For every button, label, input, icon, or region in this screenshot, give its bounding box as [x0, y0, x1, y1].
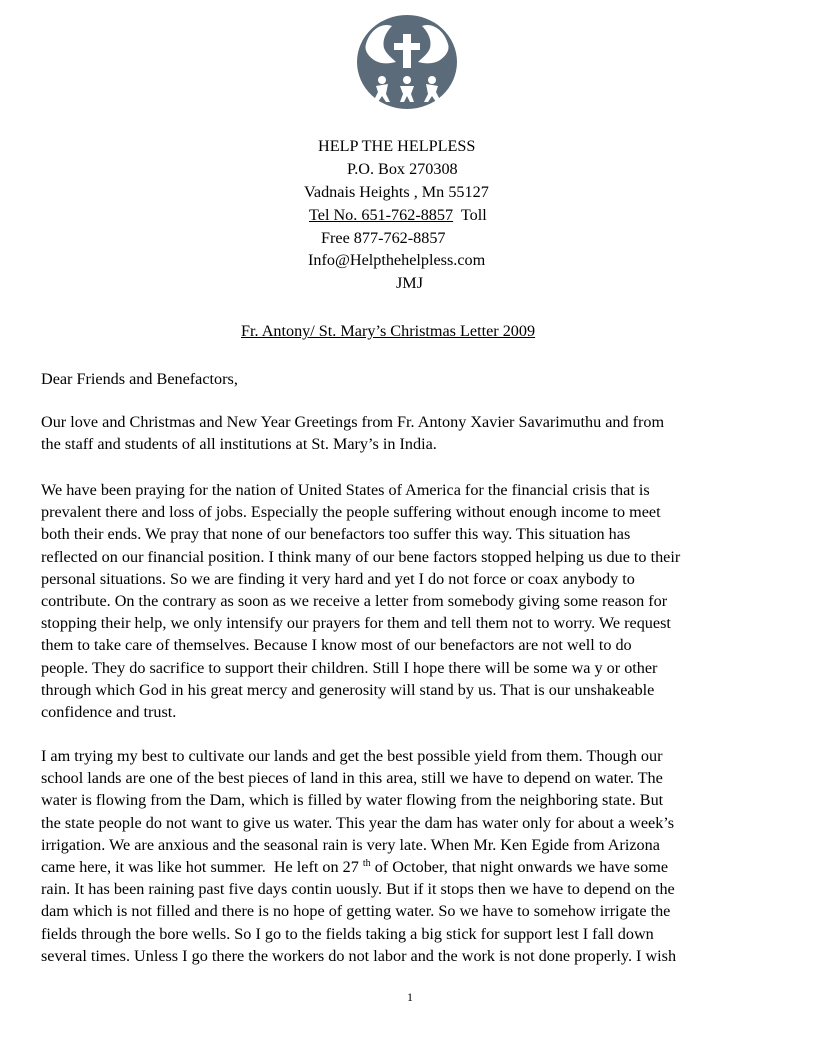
paragraph-line: Our love and Christmas and New Year Greetings from Fr. Antony Xavier Savarimuthu and from [41, 413, 665, 431]
telephone-line [309, 204, 487, 227]
paragraph-line: irrigation. We are anxious and the seasonal rain is very late. When Mr. Ken Egide from Arizona [41, 835, 660, 854]
paragraph-line: confidence and trust. [41, 703, 177, 722]
email-address: Info@Helpthehelpless.com [308, 251, 486, 269]
paragraph-line: water is flowing from the Dam, which is filled by water flowing from the neighboring state. But [41, 791, 664, 810]
paragraph-line: reflected on our financial position. I think many of our bene factors stopped helping us due to their [41, 547, 681, 566]
paragraph-line: school lands are one of the best pieces of land in this area, still we have to depend on water. The [41, 769, 663, 788]
paragraph-line: the staff and students of all institutions at St. Mary’s in India. [41, 435, 437, 454]
paragraph-line [41, 856, 676, 878]
organization-logo [356, 14, 458, 110]
telephone-number: Tel No. 651-762-8857 [309, 206, 454, 224]
paragraph-line: We have been praying for the nation of United States of America for the financial crisis that is [41, 481, 650, 499]
date-text-post: of October, that night onwards we have some [370, 858, 669, 877]
paragraph-line: through which God in his great mercy and generosity will stand by us. That is our unshakeable [41, 680, 655, 699]
page-number: 1 [407, 990, 413, 1004]
paragraph-line: the state people do not want to give us water. This year the dam has water only for about a week’s [41, 813, 675, 832]
jmj-mark: JMJ [396, 274, 423, 292]
toll-label: Toll [453, 206, 487, 224]
paragraph-line: stopping their help, we only intensify our prayers for them and tell them not to worry. We request [41, 614, 671, 633]
org-name: HELP THE HELPLESS [318, 137, 476, 155]
paragraph-line: them to take care of themselves. Because I know most of our benefactors are not well to do [41, 636, 632, 655]
paragraph-line: prevalent there and loss of jobs. Especially the people suffering without enough income to meet [41, 503, 661, 522]
date-text-pre: came here, it was like hot summer. He left on 27 [41, 858, 363, 877]
paragraph-line: people. They do sacrifice to support their children. Still I hope there will be some wa y or other [41, 658, 658, 677]
salutation: Dear Friends and Benefactors, [41, 370, 238, 388]
cross-icon [403, 34, 411, 68]
paragraph-lands-water [41, 745, 676, 967]
letter-title: Fr. Antony/ St. Mary’s Christmas Letter 2009 [241, 322, 536, 340]
city-address: Vadnais Heights , Mn 55127 [304, 183, 489, 201]
po-box: P.O. Box 270308 [347, 160, 458, 178]
paragraph-line: I am trying my best to cultivate our lands and get the best possible yield from them. Though our [41, 747, 663, 765]
ordinal-suffix: th [362, 858, 371, 870]
paragraph-line: both their ends. We pray that none of our benefactors too suffer this way. This situation has [41, 525, 631, 544]
paragraph-financial-crisis [41, 479, 680, 723]
paragraph-line: fields through the bore wells. So I go to the fields taking a big stick for support lest I fall down [41, 924, 654, 943]
toll-free-number: Free 877-762-8857 [321, 229, 446, 247]
paragraph-line: contribute. On the contrary as soon as we receive a letter from somebody giving some reason for [41, 592, 668, 611]
paragraph-line: several times. Unless I go there the workers do not labor and the work is not done properly. I wish [41, 946, 677, 965]
paragraph-line: personal situations. So we are finding it very hard and yet I do not force or coax anybody to [41, 569, 635, 588]
paragraph-line: dam which is not filled and there is no hope of getting water. So we have to somehow irrigate the [41, 902, 671, 921]
paragraph-greetings [41, 411, 664, 455]
paragraph-line: rain. It has been raining past five days contin uously. But if it stops then we have to depend on the [41, 880, 675, 899]
